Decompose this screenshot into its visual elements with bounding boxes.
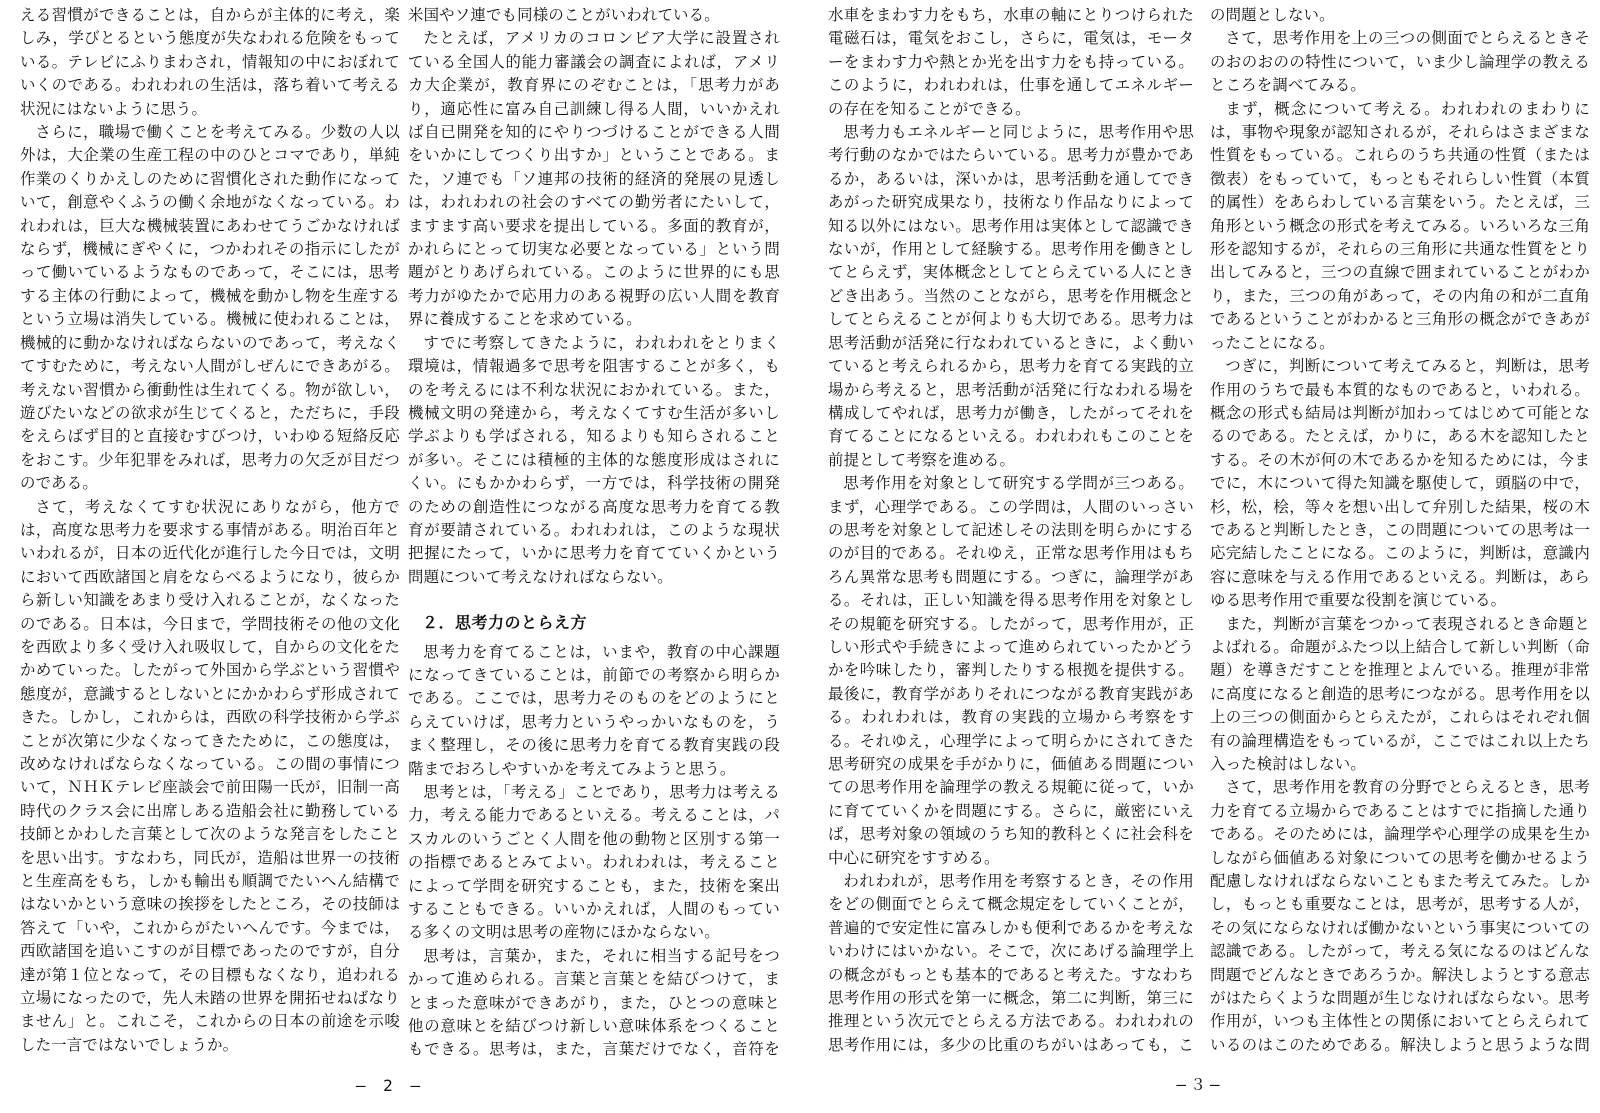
left-column-1 <box>20 4 400 1060</box>
paragraph: 思考力もエネルギーと同じように，思考作用や思考行動のなかではたらいている。思考力が豊かであるか，あるいは，深いかは，思考活動を通してできあがった研究成果なり，技術なり作品なりによって知る以外にはない。思考作用は実体として認識できないが，作用として経験する。思考作用を働きとしてとらえず，実体概念としてとらえている人にときどき出あう。当然のことながら，思考を作用概念としてとらえることが何よりも大切である。思考力は思考活動が活発に行なわれているときに，よく動いていると考えられるから，思考力を育てる実践的立場から考えると，思考活動が活発に行なわれる場を構成してやれば，思考力が働き，したがってそれを育てることになるといえる。われわれもこのことを前提として考察を進める。 <box>828 123 1194 469</box>
page-number-left: — 2 — <box>355 1076 425 1095</box>
paragraph <box>20 1057 400 1060</box>
paragraph: すでに考察してきたように，われわれをとりまく環境は，情報過多で思考を阻害することが多く，ものを考えるには不利な状況におかれている。また，機械文明の発達から，考えなくてすむ生活が多いし学ぶよりも学ばされる，知るよりも知らされることが多い。そこには積極的主体的な態度形成はされにくい。にもかかわらず，一方では，科学技術の開発のための創造性につながる高度な思考力を育てる教育が要請されている。われわれは，このような現状把握にたって，いかに思考力を育てていくかという問題について考えなければならない。 <box>408 333 780 586</box>
section-heading: ２．思考力のとらえ方 <box>422 613 588 633</box>
paragraph: たとえば，アメリカのコロンビア大学に設置されている全国人的能力審議会の調査によれば，アメリカ大企業が，教育界にのぞむことは，「思考力があり，適応性に富み自己訓練し得る人間，いいかえれば自已開発を知的にやりつづけることができる人間をいかにしてつくり出すか」ということである。また，ソ連でも「ソ連邦の技術的経済的発展の見透しは，われわれの社会のすべての勤労者にたいして，ますます高い要求を提出している。多面的教育が，かれらにとって切実な必要となっている」という問題がとりあげられている。このように世界的にも思考力がゆたかで応用力のある視野の広い人間を教育界に養成することを求めている。 <box>408 29 780 329</box>
paragraph: まず，概念について考える。われわれのまわりには，事物や現象が認知されるが，それらはさまざまな性質をもっている。これらのうち共通の性質（または徴表）をもっていて，もっともそれらしい性質（本質的属性）をあらわしている言葉をいう。たとえば，三角形という概念の形式を考えてみる。いろいろな三角形を認知するが，それらの三角形に共通な性質をとり出してみると，三つの直線で囲まれていることがわかり，また，三つの角があって，その内角の和が二直角であるということがわかると三角形の概念ができあがったことになる。 <box>1210 99 1590 352</box>
left-column-2 <box>408 4 780 1060</box>
paragraph: つぎに，判断について考えてみると，判断は，思考作用のうちで最も本質的なものであると，いわれる。概念の形式も結局は判断が加わってはじめて可能となるのである。たとえば，かりに，ある木を認知したとする。その木が何の木であるかを知るためには，今までに，木について得た知識を駆使して，頭脳の中で，杉，松，桧，等々を想い出して弁別した結果，桜の木であると判断したとき，この問題についての思考は一応完結したことになる。このように，判断は，意識内容に意味を与える作用であるといえる。判断は，あらゆる思考作用で重要な役割を演じている。 <box>1210 357 1590 610</box>
paragraph: われわれが，思考作用を考察するとき，その作用をどの側面でとらえて概念規定をしていくことが，普遍的で安定性に富みしかも便利であるかを考えないわけにはいかない。そこで，次にあげる論理学上の概念がもっとも基本的であると考えた。すなわち思考作用の形式を第一に概念，第二に判断，第三に推理という次元でとらえる方法である。われわれの思考作用には，多少の比重のちがいはあっても，こ <box>828 872 1194 1054</box>
paragraph: さて，考えなくてすむ状況にありながら，他方では，高度な思考力を要求する事情がある。明治百年といわれるが，日本の近代化が進行した今日では，文明において西欧諸国と肩をならべるようになり，彼らから新しい知識をあまり受け入れることが，なくなったのである。日本は，今日まで，学問技術その他の文化を西欧より多く受け入れ吸収して，自からの文化をたかめていった。したがって外国から学ぶという習慣や態度が，意識するとしないとにかかわらず形成されてきた。しかし，これからは，西欧の科学技術から学ぶことが次第に少なくなってきたために，この態度は，改めなければならなくなっている。この間の事情について，ＮＨＫテレビ座談会で前田陽一氏が，旧制一高時代のクラス会に出席しある造船会社に勤務している技師とかわした言葉として次のような発言をしたことを思い出す。すなわち，同氏が，造船は世界一の技術と生産高をもち，しかも輸出も順調でたいへん結構ではないかという意味の挨拶をしたところ，その技師は答えて「いや，これからがたいへんです。今までは，西欧諸国を追いこすのが目標であったのですが，自分達が第１位となって，その目標もなくなり，追われる立場になったので，先人未踏の世界を開拓せねばなりません」と。これこそ，これからの日本の前途を示唆した一言ではないでしょうか。 <box>20 497 400 1054</box>
right-column-1 <box>828 4 1194 1060</box>
paragraph: さらに，職場で働くことを考えてみる。少数の人以外は，大企業の生産工程の中のひとコマであり，単純作業のくりかえしのために習慣化された動作になっていて，創意やくふうの働く余地がなくなっている。われわれは，巨大な機械装置にあわせてうごかなければならず，機械にぎやくに，つかわれその指示にしたがって働いているようなものであって，そこには，思考する主体の行動によって，機械を動かし物を生産するという立場は消失している。機械に使われることは，機械的に動かなければならないのであって，考えなくてすむために，考えない人間がしぜんにできあがる。考えない習慣から衝動性は生れてくる。物が欲しい，遊びたいなどの欲求が生じてくると，ただちに，手段をえらばず目的と直接むすびつけ，いわゆる短絡反応をおこす。少年犯罪をみれば，思考力の欠乏が目だつのである。 <box>20 123 400 493</box>
page-number-right: —３— <box>1176 1075 1224 1094</box>
paragraph: さて，思考作用を教育の分野でとらえるとき，思考力を育てる立場からであることはすでに指摘した通りである。そのためには，論理学や心理学の成果を生かしながら価値ある対象についての思考を働かせるよう配慮しなければならないこともまた考えてみた。しかし，もっとも重要なことは，思考が，思考する人が，その気にならなければ働かないという事実についての認識である。したがって，考える気になるのはどんな問題でどんなときであろうか。解決しようとする意志がはたらくような問題が生じなければならない。思考作用が，いつも主体性との関係においてとらえられているのはこのためである。解決しようと思うような問 <box>1210 778 1590 1054</box>
right-column-2 <box>1210 4 1590 1060</box>
page-right <box>800 0 1600 1113</box>
paragraph: 思考は，言葉か，また，それに相当する記号をつかって進められる。言葉と言葉とを結びつけて，まとまった意味ができあがり，また，ひとつの意味と他の意味とを結びつけ新しい意味体系をつくることもできる。思考は，また，言葉だけでなく，音符を <box>408 946 780 1059</box>
paragraph: さて，思考作用を上の三つの側面でとらえるときそのおのおのの特性について，いま少し論理学の教えるところを調べてみる。 <box>1210 29 1590 95</box>
paragraph: 米国やソ連でも同様のことがいわれている。 <box>408 6 720 24</box>
paragraph: 思考とは，「考える」ことであり，思考力は考える力，考える能力であるといえる。考えることは，パスカルのいうごとく人間を他の動物と区別する第一の指標であるとみてよい。われわれは，考えることによって学問を研究することも，また，技術を案出することもできる。いいかえれば，人間のもっている多くの文明は思考の産物にほかならない。 <box>408 783 780 942</box>
paragraph: 思考作用を対象として研究する学問が三つある。まず，心理学である。この学問は，人間のいっさいの思考を対象として記述しその法則を明らかにするのが目的である。それゆえ，正常な思考作用はもちろん異常な思考も問題にする。つぎに，論理学がある。それは，正しい知識を得る思考作用を対象としその規範を研究する。したがって，思考作用が，正しい形式や手続きによって進められていったかどうかを吟味したり，審判したりする根拠を提供する。最後に，教育学がありそれにつながる教育実践がある。われわれは，教育の実践的立場から考察をする。それゆえ，心理学によって明らかにされてきた思考研究の成果を手がかりに，価値ある問題についての思考作用を論理学の教える規範に従って，いかに育てていくかを問題にする。さらに，厳密にいえば，思考対象の領域のうち知的教科とくに社会科を中心に研究をすすめる。 <box>828 474 1194 867</box>
paragraph: 思考力を育てることは，いまや，教育の中心課題になってきていることは，前節での考察から明らかである。ここでは，思考力そのものをどのようにとらえていけば，思考力というやっかいなものを，うまく整理し，その後に思考力を育てる教育実践の段階までおろしやすいかを考えてみようと思う。 <box>408 642 780 778</box>
paragraph: の問題としない。 <box>1210 6 1335 24</box>
paragraph: 水車をまわす力をもち，水車の軸にとりつけられた電磁石は，電気をおこし，さらに，電気は，モーターをまわす力や熱とか光を出す力をも持っている。このように，われわれは，仕事を通してエネルギーの存在を知ることができる。 <box>828 6 1194 118</box>
paragraph: また，判断が言葉をつかって表現されるとき命題とよばれる。命題がふたつ以上結合して新しい判断（命題）を導きだすことを推理とよんでいる。推理が非常に高度になると創造的思考につながる。思考作用を以上の三つの側面からとらえたが，これらはそれぞれ個有の論理構造をもっているが，ここではこれ以上たち入った検討はしない。 <box>1210 614 1590 773</box>
paragraph: える習慣ができることは，自からが主体的に考え，楽しみ，学びとるという態度が失なわれる危険をもっている。テレビにふりまわされ，情報知の中におぼれていくのである。われわれの生活は，落ち着いて考える状況にはないように思う。 <box>20 6 400 118</box>
